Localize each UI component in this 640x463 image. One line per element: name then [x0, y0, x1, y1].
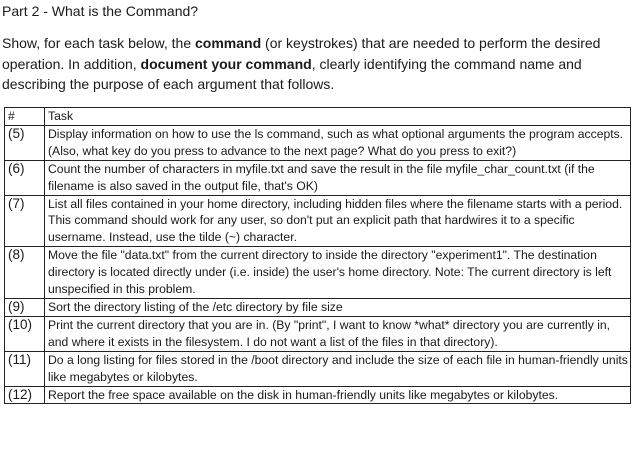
intro-bold-document: document your command	[140, 55, 312, 72]
table-row	[5, 298, 631, 316]
task-description: Count the number of characters in myfile.txt and save the result in the file myfile_char_count.txt (if the filename is also saved in the output file, that's OK)	[45, 160, 631, 195]
task-number: (9)	[5, 298, 45, 316]
task-description: List all files contained in your home directory, including hidden files where the filename starts with a period. This command should work for any user, so don't put an explicit path that hardwires it to a specific username. Instead, use the tilde (~) character.	[45, 195, 631, 247]
table-row	[5, 316, 631, 351]
table-row	[5, 386, 631, 404]
intro-bold-command: command	[195, 35, 262, 51]
task-description: Print the current directory that you are in. (By "print", I want to know *what* directory you are currently in, and where it exists in the filesystem. I do not want a list of the files in that directory).	[45, 316, 631, 351]
header-number: #	[5, 108, 45, 126]
task-number: (8)	[5, 247, 45, 299]
task-number: (11)	[5, 351, 45, 386]
instructions-paragraph	[2, 33, 634, 95]
intro-text-3: , clearly identifying the command name and describing the purpose of each argument that follows.	[2, 55, 582, 92]
table-row	[5, 125, 631, 160]
task-number: (12)	[5, 386, 45, 404]
task-number: (7)	[5, 195, 45, 247]
task-description: Display information on how to use the ls command, such as what optional arguments the program accepts. (Also, what key do you press to advance to the next page? What do you press to exit?)	[45, 125, 631, 160]
intro-text-1: Show, for each task below, the	[2, 35, 196, 51]
table-row	[5, 351, 631, 386]
task-number: (6)	[5, 160, 45, 195]
table-row	[5, 247, 631, 299]
intro-text-2: (or keystrokes) that are needed to perform the desired operation. In addition,	[2, 35, 601, 72]
task-description: Report the free space available on the disk in human-friendly units like megabytes or kilobytes.	[45, 386, 631, 404]
table-header-row	[5, 108, 631, 126]
task-number: (5)	[5, 125, 45, 160]
task-description: Do a long listing for files stored in the /boot directory and include the size of each file in human-friendly units like megabytes or kilobytes.	[45, 351, 631, 386]
table-row	[5, 160, 631, 195]
part-heading: Part 2 - What is the Command?	[2, 3, 199, 19]
header-task: Task	[45, 108, 631, 126]
table-row	[5, 195, 631, 247]
task-description: Sort the directory listing of the /etc directory by file size	[45, 298, 631, 316]
task-number: (10)	[5, 316, 45, 351]
task-description: Move the file "data.txt" from the current directory to inside the directory "experiment1". The destination directory is located directly under (i.e. inside) the user's home directory. Note: The current directory is left unspecified in this problem.	[45, 247, 631, 299]
task-table	[4, 107, 631, 404]
